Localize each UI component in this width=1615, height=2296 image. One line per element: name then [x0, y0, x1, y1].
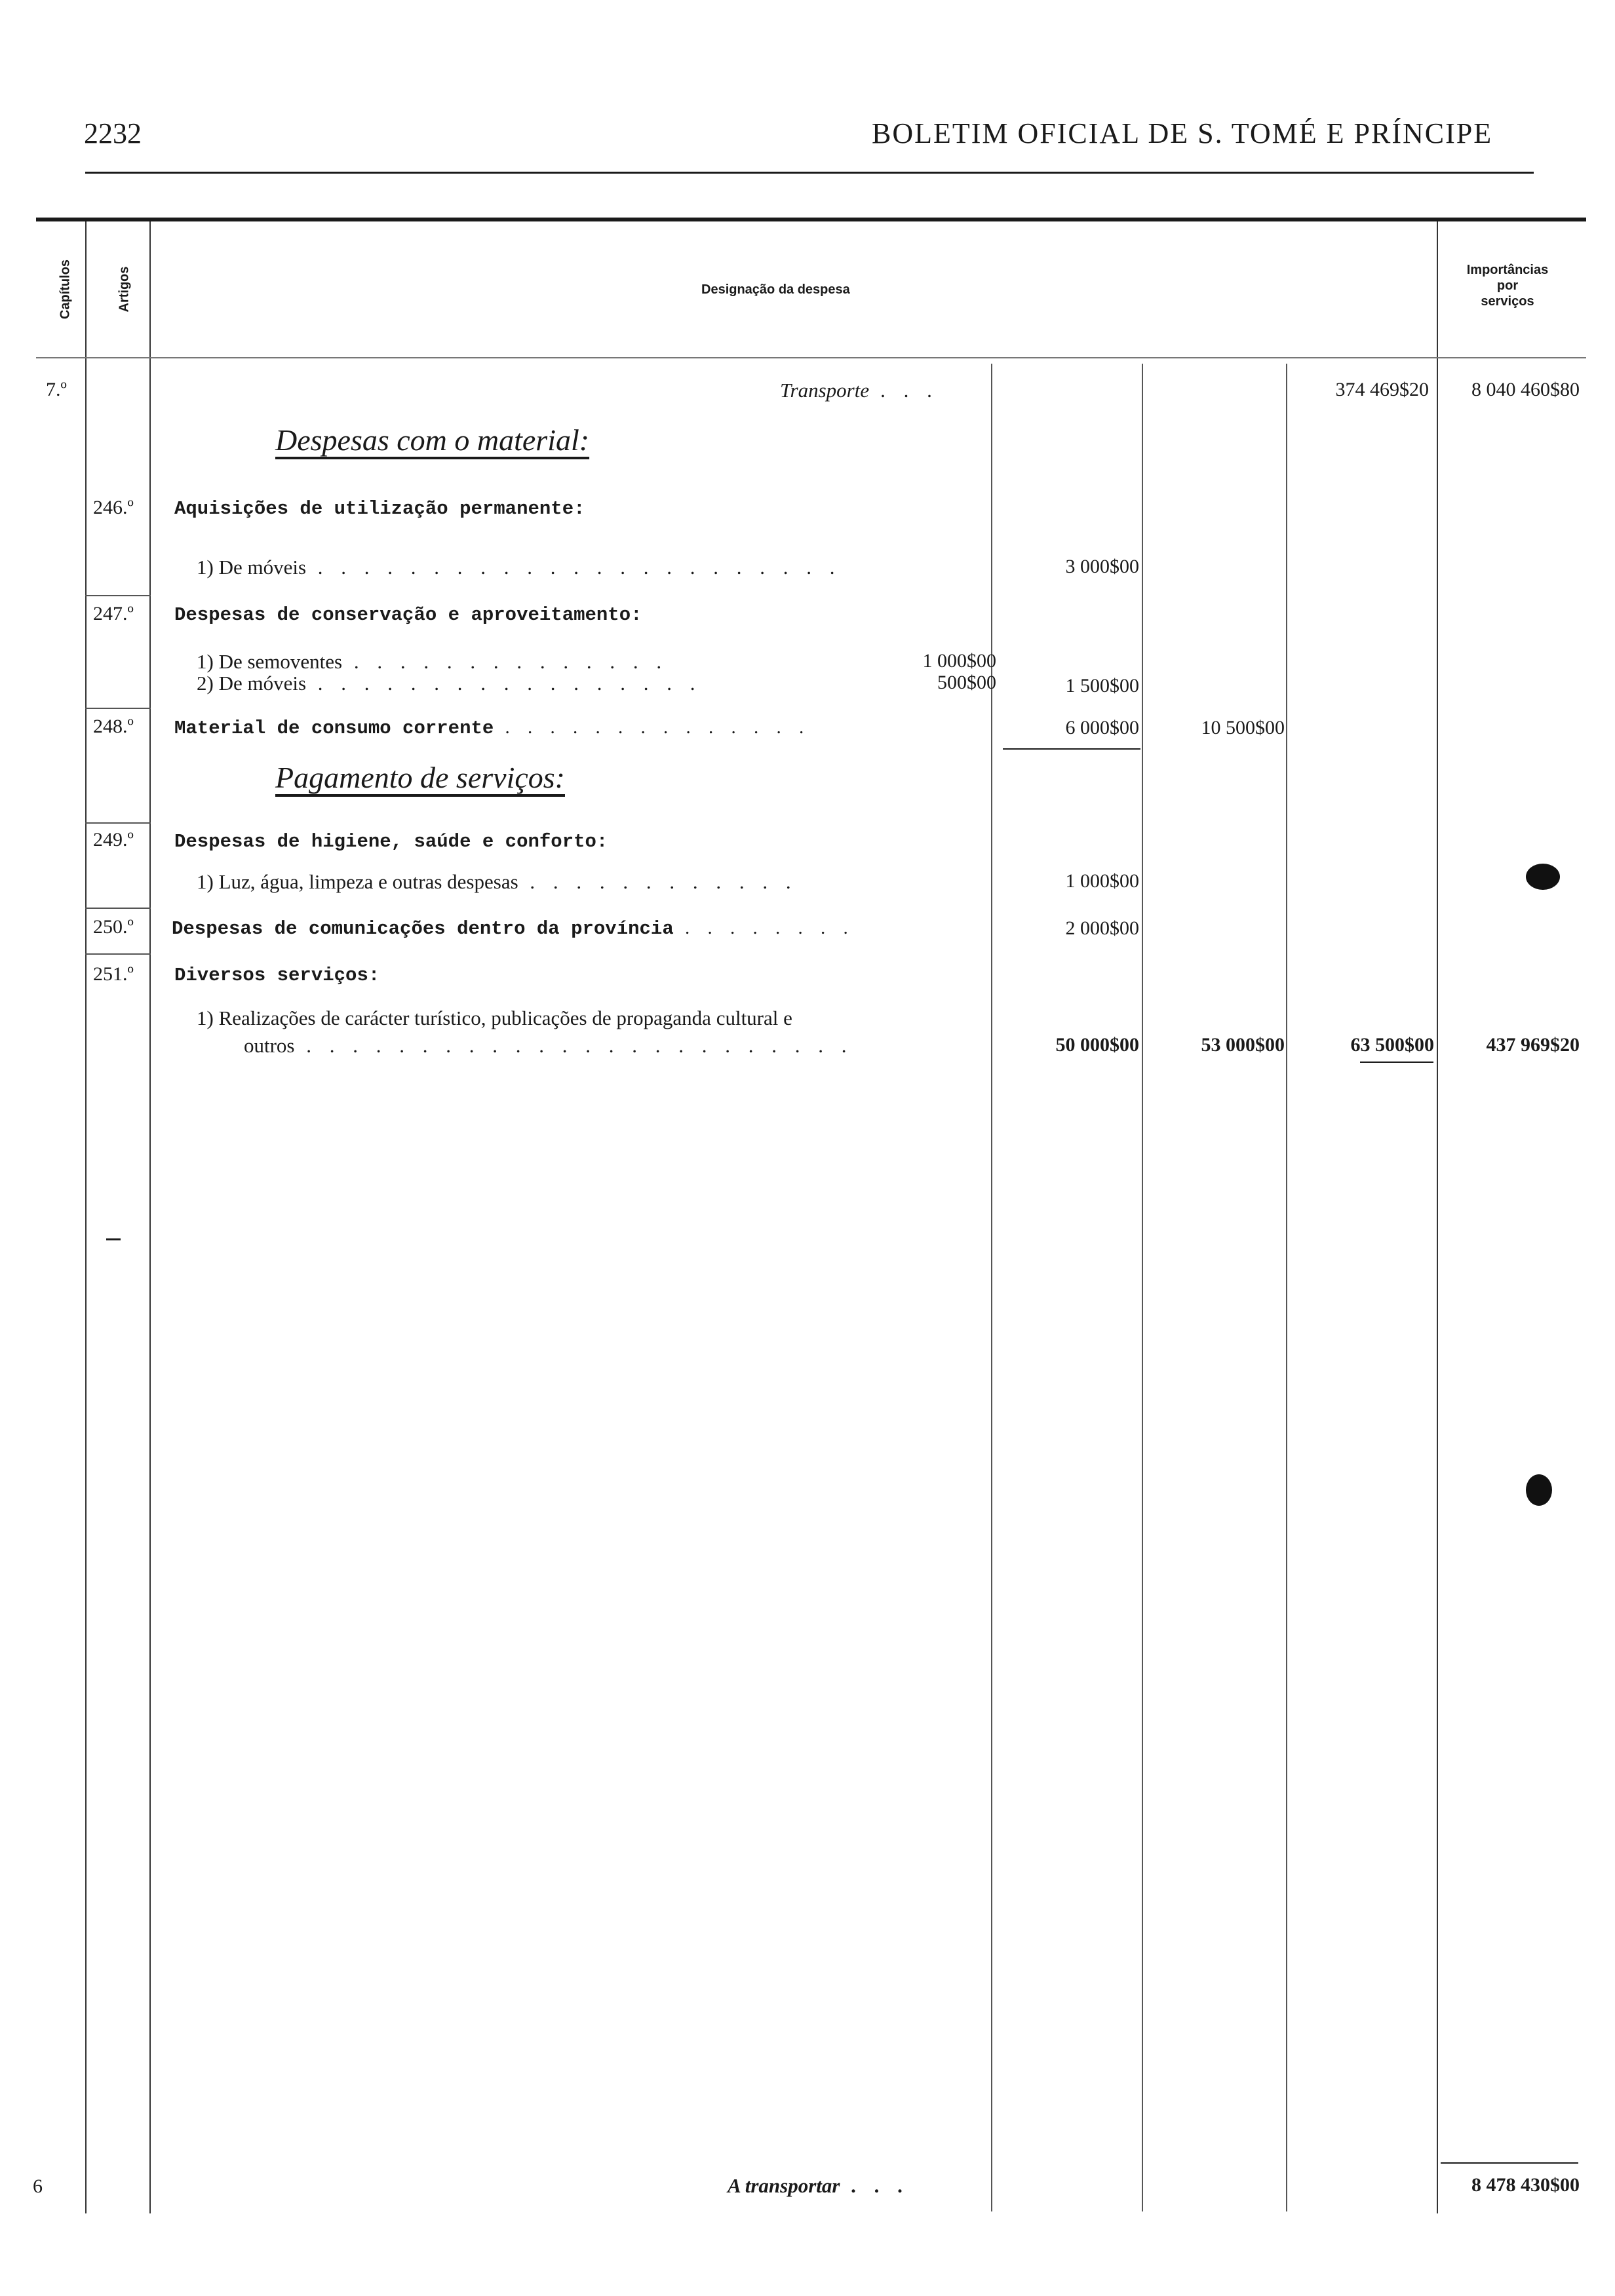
article-246-title: Aquisições de utilização permanente:	[174, 498, 585, 520]
article-248-number: 248.º	[93, 716, 134, 737]
ink-blot	[1526, 1474, 1552, 1506]
article-251-col4: 437 969$20	[1486, 1034, 1580, 1056]
col-divider-1	[991, 364, 992, 2211]
table-top-border	[36, 218, 1586, 221]
article-251-col1: 50 000$00	[1055, 1034, 1139, 1056]
ink-blot	[1526, 864, 1560, 890]
page-number: 2232	[84, 117, 142, 149]
article-247-item1-label: 1) De semoventes	[197, 650, 343, 673]
subtotal-rule-248	[1003, 748, 1140, 750]
chapter-number: 7.º	[46, 379, 67, 400]
article-246-item1-label: 1) De móveis	[197, 556, 307, 579]
article-249-item1: 1) Luz, água, limpeza e outras despesas . . . . . . . . . . . .	[197, 870, 798, 893]
transport-label-text: Transporte	[780, 379, 870, 402]
article-249-number: 249.º	[93, 829, 134, 851]
article-250-number: 250.º	[93, 916, 134, 938]
article-251-item1-line2-text: outros	[244, 1034, 295, 1057]
header-importancias-line3: serviços	[1481, 294, 1534, 309]
article-247-item1-sub: 1 000$00	[922, 650, 996, 672]
footer-label: A transportar . . .	[728, 2174, 910, 2197]
header-artigos: Artigos	[117, 266, 132, 313]
article-247-item2-sub: 500$00	[937, 672, 996, 693]
section-material: Despesas com o material:	[275, 423, 590, 457]
article-247-item2: 2) De móveis . . . . . . . . . . . . . . . . .	[197, 672, 702, 695]
header-importancias	[1449, 262, 1566, 309]
row-sep-250	[85, 908, 151, 909]
section-servicos: Pagamento de serviços:	[275, 761, 565, 794]
total-rule-251	[1360, 1062, 1433, 1063]
col-divider-importancias	[1437, 221, 1438, 2213]
article-248-col1: 6 000$00	[1065, 717, 1139, 738]
article-247-item2-col1: 1 500$00	[1065, 675, 1139, 697]
col-divider-capitulos	[85, 221, 87, 2213]
article-251-item1-line1: 1) Realizações de carácter turístico, publicações de propaganda cultural e	[197, 1006, 792, 1029]
col-divider-2	[1142, 364, 1143, 2211]
footer-total-rule	[1441, 2162, 1578, 2164]
article-251-number: 251.º	[93, 963, 134, 985]
article-248-title-text: Material de consumo corrente	[174, 718, 494, 739]
article-248-title: Material de consumo corrente . . . . . . . . . . . . . .	[174, 717, 811, 739]
transport-label: Transporte . . .	[780, 379, 939, 402]
article-249-title: Despesas de higiene, saúde e conforto:	[174, 831, 608, 852]
header-designacao: Designação da despesa	[701, 282, 850, 297]
header-importancias-line2: por	[1496, 278, 1519, 293]
row-sep-247	[85, 595, 151, 596]
article-246-item1-col1: 3 000$00	[1065, 556, 1139, 577]
article-251-title: Diversos serviços:	[174, 965, 380, 986]
article-250-title-text: Despesas de comunicações dentro da província	[172, 918, 674, 940]
article-249-item1-col1: 1 000$00	[1065, 870, 1139, 892]
header-capitulos: Capítulos	[58, 259, 73, 320]
article-248-col2: 10 500$00	[1201, 717, 1285, 738]
article-251-col2: 53 000$00	[1201, 1034, 1285, 1056]
article-249-item1-label: 1) Luz, água, limpeza e outras despesas	[197, 870, 518, 893]
col-divider-artigos	[149, 221, 151, 2213]
stray-dash	[106, 1238, 121, 1240]
footer-mark: 6	[33, 2175, 43, 2197]
article-250-col1: 2 000$00	[1065, 917, 1139, 939]
footer-label-text: A transportar	[728, 2174, 840, 2197]
publication-title: BOLETIM OFICIAL DE S. TOMÉ E PRÍNCIPE	[872, 117, 1493, 149]
article-247-item1: 1) De semoventes . . . . . . . . . . . . . .	[197, 650, 669, 673]
col-divider-3	[1286, 364, 1287, 2211]
article-246-number: 246.º	[93, 497, 134, 518]
row-sep-251	[85, 953, 151, 955]
footer-total: 8 478 430$00	[1471, 2174, 1580, 2196]
row-sep-249	[85, 822, 151, 824]
article-251-col3: 63 500$00	[1350, 1034, 1434, 1056]
transport-col4: 374 469$20	[1335, 379, 1429, 400]
article-251-item1-line2: outros . . . . . . . . . . . . . . . . . . . . . . . .	[244, 1034, 853, 1057]
article-247-title: Despesas de conservação e aproveitamento:	[174, 604, 642, 626]
article-250-title: Despesas de comunicações dentro da província . . . . . . . .	[172, 917, 855, 940]
article-247-number: 247.º	[93, 603, 134, 624]
article-246-item1: 1) De móveis . . . . . . . . . . . . . . . . . . . . . . .	[197, 556, 842, 579]
transport-col5: 8 040 460$80	[1471, 379, 1580, 400]
header-bottom-rule	[36, 357, 1586, 358]
row-sep-248	[85, 708, 151, 709]
header-rule	[85, 172, 1534, 174]
header-importancias-line1: Importâncias	[1466, 263, 1549, 277]
article-247-item2-label: 2) De móveis	[197, 672, 307, 695]
